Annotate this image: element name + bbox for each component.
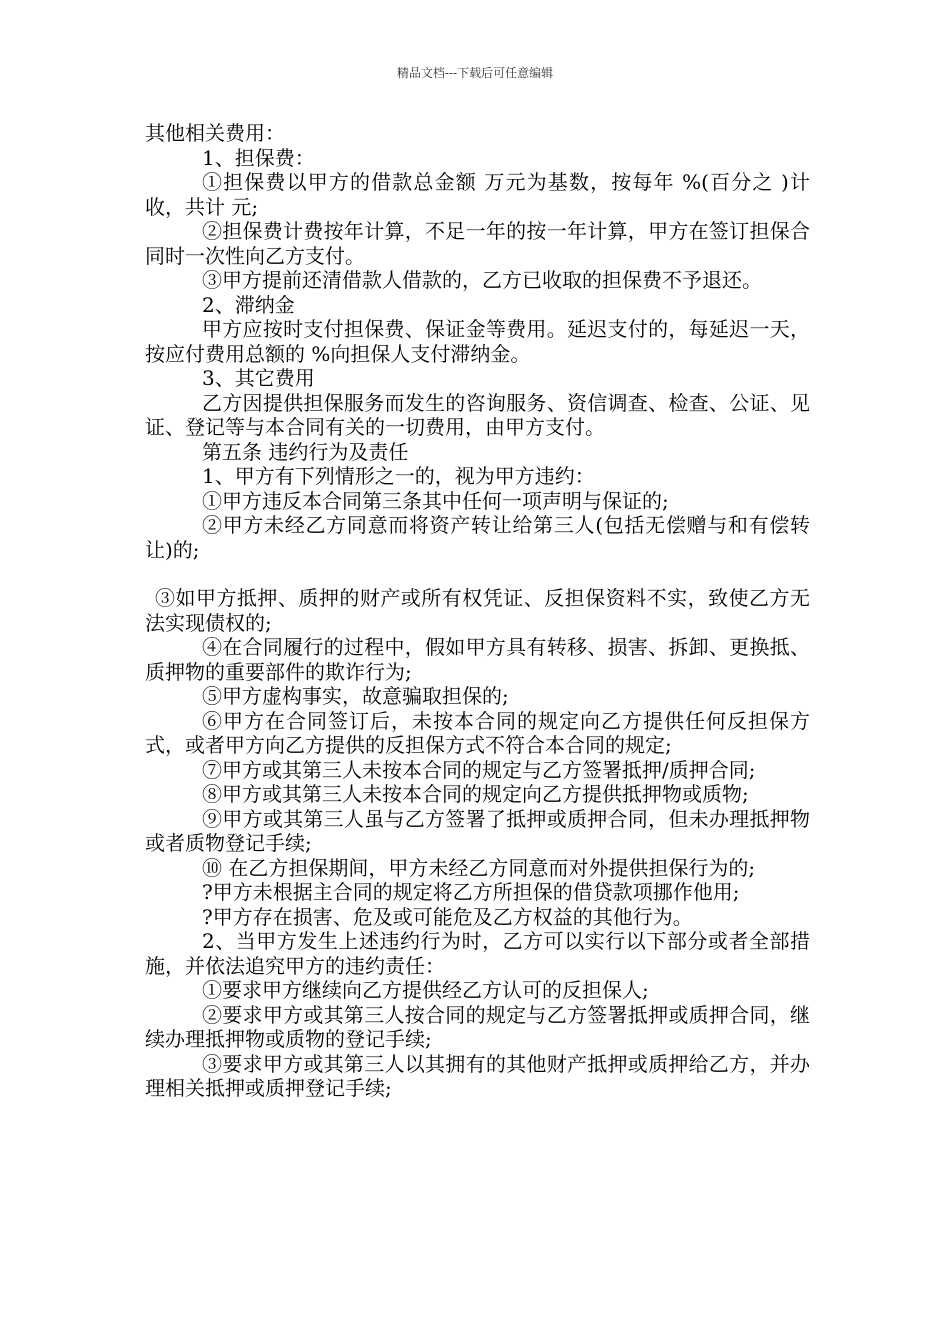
paragraph-article-five-title: 第五条 违约行为及责任 <box>202 439 409 464</box>
paragraph-late-fee-heading: 2、滞纳金 <box>202 292 295 317</box>
page-header: 精品文档---下载后可任意编辑 <box>396 66 554 80</box>
paragraph-remedies-intro: 2、当甲方发生上述违约行为时，乙方可以实行以下部分或者全部措施，并依法追究甲方的违约责任： <box>145 929 810 978</box>
paragraph-guarantee-fee-heading: 1、担保费： <box>202 145 315 170</box>
paragraph-gap <box>145 562 810 586</box>
paragraph-remedy-item-1: ①要求甲方继续向乙方提供经乙方认可的反担保人; <box>202 978 649 1002</box>
paragraph-fee-item-1: ①担保费以甲方的借款总金额 万元为基数，按每年 %(百分之 )计收，共计 元; <box>145 170 810 219</box>
paragraph-remedy-item-2: ②要求甲方或其第三人按合同的规定与乙方签署抵押或质押合同，继续办理抵押物或质物的登记手续; <box>145 1002 810 1051</box>
paragraph-other-fees-heading: 3、其它费用 <box>202 366 315 390</box>
paragraph-breach-item-9: ⑨甲方或其第三人虽与乙方签署了抵押或质押合同，但未办理抵押物或者质物登记手续; <box>145 806 810 855</box>
paragraph-breach-item-4: ④在合同履行的过程中，假如甲方具有转移、损害、拆卸、更换抵、质押物的重要部件的欺诈行为; <box>145 635 810 684</box>
paragraph-breach-item-3: ③如甲方抵押、质押的财产或所有权凭证、反担保资料不实，致使乙方无法实现债权的; <box>145 586 810 635</box>
paragraph-remedy-item-3: ③要求甲方或其第三人以其拥有的其他财产抵押或质押给乙方，并办理相关抵押或质押登记手续; <box>145 1051 810 1100</box>
paragraph-late-fee-text: 甲方应按时支付担保费、保证金等费用。延迟支付的，每延迟一天，按应付费用总额的 %向担保人支付滞纳金。 <box>145 317 810 366</box>
paragraph-breach-item-11: ?甲方未根据主合同的规定将乙方所担保的借贷款项挪作他用; <box>202 880 740 904</box>
paragraph-breach-intro: 1、甲方有下列情形之一的，视为甲方违约： <box>202 464 595 488</box>
paragraph-breach-item-6: ⑥甲方在合同签订后，未按本合同的规定向乙方提供任何反担保方式，或者甲方向乙方提供的反担保方式不符合本合同的规定; <box>145 708 810 757</box>
document-body <box>145 121 810 1101</box>
paragraph-breach-item-10: ⑩ 在乙方担保期间，甲方未经乙方同意而对外提供担保行为的; <box>202 855 756 880</box>
paragraph-fee-item-3: ③甲方提前还清借款人借款的，乙方已收取的担保费不予退还。 <box>202 268 762 292</box>
paragraph-breach-item-8: ⑧甲方或其第三人未按本合同的规定向乙方提供抵押物或质物; <box>202 782 749 806</box>
paragraph-other-fees: 其他相关费用： <box>145 121 285 145</box>
paragraph-other-fees-text: 乙方因提供担保服务而发生的咨询服务、资信调查、检查、公证、见证、登记等与本合同有关的一切费用，由甲方支付。 <box>145 390 810 439</box>
paragraph-breach-item-12: ?甲方存在损害、危及或可能危及乙方权益的其他行为。 <box>202 904 693 929</box>
paragraph-breach-item-1: ①甲方违反本合同第三条其中任何一项声明与保证的; <box>202 488 669 513</box>
paragraph-breach-item-5: ⑤甲方虚构事实，故意骗取担保的; <box>202 684 509 708</box>
paragraph-breach-item-7: ⑦甲方或其第三人未按本合同的规定与乙方签署抵押/质押合同; <box>202 757 756 782</box>
paragraph-fee-item-2: ②担保费计费按年计算，不足一年的按一年计算，甲方在签订担保合同时一次性向乙方支付。 <box>145 219 810 268</box>
paragraph-breach-item-2: ②甲方未经乙方同意而将资产转让给第三人(包括无偿赠与和有偿转让)的; <box>145 513 810 562</box>
